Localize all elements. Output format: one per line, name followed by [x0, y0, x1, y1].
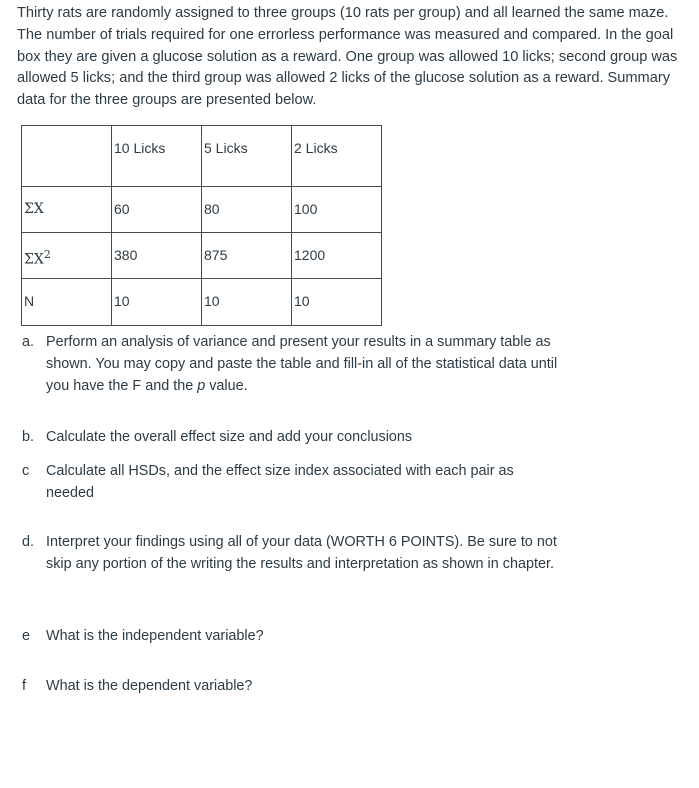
- table-cell: 1200: [292, 233, 382, 279]
- table-header-cell: 5 Licks: [202, 126, 292, 187]
- table-row: [22, 233, 382, 279]
- question-d: [22, 531, 582, 575]
- question-e: [22, 625, 582, 647]
- summary-data-table: [21, 125, 382, 326]
- question-letter: e: [22, 628, 31, 644]
- row-label-base: ΣX: [24, 251, 44, 268]
- row-label-exponent: 2: [43, 248, 51, 261]
- table-header-cell: 2 Licks: [292, 126, 382, 187]
- question-f: [22, 675, 582, 697]
- table-header-cell: [22, 126, 112, 187]
- table-row: [22, 187, 382, 233]
- intro-paragraph: Thirty rats are randomly assigned to three groups (10 rats per group) and all learned the same maze. The number of trials required for one errorless performance was measured and compared. In the goal box they are given a glucose solution as a reward. One group was allowed 10 licks; second group was allowed 5 licks; and the third group was allowed 2 licks of the glucose solution as a reward. Summary data for the three groups are presented below.: [17, 5, 678, 109]
- table-cell: 10: [292, 279, 382, 326]
- question-text: Calculate the overall effect size and add your conclusions: [46, 429, 413, 445]
- table-cell: 10: [202, 279, 292, 326]
- question-text: Calculate all HSDs, and the effect size index associated with each pair as needed: [46, 463, 514, 501]
- question-text: What is the dependent variable?: [46, 678, 253, 694]
- question-text-part: value.: [205, 378, 248, 394]
- question-text-italic: p: [197, 378, 206, 394]
- question-letter: c: [22, 463, 30, 479]
- question-a: [22, 331, 582, 397]
- question-letter: f: [22, 678, 26, 694]
- table-header-row: [22, 126, 382, 187]
- table-cell: 100: [292, 187, 382, 233]
- question-letter: a.: [22, 334, 35, 350]
- question-letter: d.: [22, 534, 35, 550]
- question-text: What is the independent variable?: [46, 628, 264, 644]
- question-text: Interpret your findings using all of your data (WORTH 6 POINTS). Be sure to not skip any portion of the writing the results and interpretation as shown in chapter.: [46, 534, 557, 572]
- table-cell: 80: [202, 187, 292, 233]
- question-letter: b.: [22, 429, 35, 445]
- row-label-n: N: [22, 279, 112, 326]
- question-c: [22, 460, 532, 504]
- question-text-part: Perform an analysis of variance and present your results in a summary table as shown. You may copy and paste the table and fill-in all of the statistical data until you have the F and the: [46, 334, 558, 394]
- table-cell: 60: [112, 187, 202, 233]
- row-label-sum-x: ΣX: [22, 187, 112, 233]
- table-row: [22, 279, 382, 326]
- question-text: [46, 331, 582, 397]
- table-cell: 380: [112, 233, 202, 279]
- table-cell: 10: [112, 279, 202, 326]
- row-label-sum-x-squared: [22, 233, 112, 279]
- table-cell: 875: [202, 233, 292, 279]
- question-b: [22, 426, 582, 448]
- table-header-cell: 10 Licks: [112, 126, 202, 187]
